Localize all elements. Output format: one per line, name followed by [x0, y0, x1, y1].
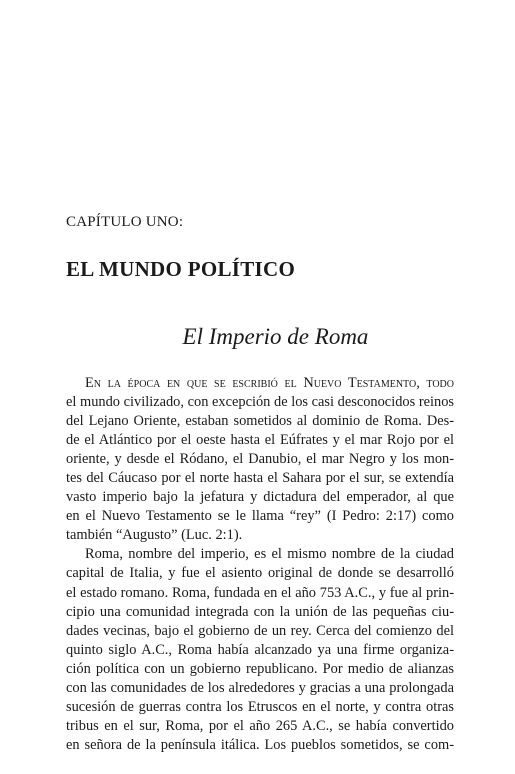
- text-line: tes del Cáucaso por el norte hasta el Sahara por el sur, se extendía: [66, 470, 454, 487]
- chapter-title: EL MUNDO POLÍTICO: [66, 257, 296, 281]
- text-line: el mundo civilizado, con excepción de los casi desconocidos reinos: [66, 394, 454, 411]
- text-line: en el Nuevo Testamento se le llama “rey” (I Pedro: 2:17) como: [66, 508, 454, 525]
- body-text: [66, 374, 454, 755]
- text-line: con las comunidades de los alrededores y gracias a una prolongada: [66, 679, 454, 696]
- text-line: capital de Italia, y fue el asiento original de donde se desarrolló: [66, 565, 454, 582]
- text-line: Roma, nombre del imperio, es el mismo nombre de la ciudad: [85, 546, 454, 563]
- text-line: de el Atlántico por el oeste hasta el Eúfrates y el mar Rojo por el: [66, 432, 454, 449]
- text-line: cipio una comunidad integrada con la unión de las pequeñas ciu-: [66, 603, 454, 620]
- text-line: también “Augusto” (Luc. 2:1).: [66, 527, 243, 544]
- text-line: quinto siglo A.C., Roma había alcanzado ya una firme organiza-: [66, 641, 454, 658]
- text-line: vasto imperio bajo la jefatura y dictadura del emperador, al que: [66, 489, 454, 506]
- chapter-label: CAPÍTULO UNO:: [66, 214, 184, 230]
- text-line: del Lejano Oriente, estaban sometidos al dominio de Roma. Des-: [66, 413, 454, 430]
- text-line: en señora de la península itálica. Los pueblos sometidos, se com-: [66, 736, 454, 753]
- text-line: sucesión de guerras contra los Etruscos en el norte, y contra otras: [66, 698, 454, 715]
- text-line: ción política con un gobierno republicano. Por medio de alianzas: [66, 660, 454, 677]
- text-line: oriente, y desde el Ródano, el Danubio, el mar Negro y los mon-: [66, 451, 454, 468]
- text-line: tribus en el sur, Roma, por el año 265 A.C., se había convertido: [66, 717, 454, 734]
- text-line: dades vecinas, bajo el gobierno de un rey. Cerca del comienzo del: [66, 622, 454, 639]
- section-title: El Imperio de Roma: [182, 324, 369, 349]
- text-line: En la época en que se escribió el Nuevo Testamento, todo: [85, 375, 454, 391]
- text-line: el estado romano. Roma, fundada en el año 753 A.C., y fue al prin-: [66, 584, 454, 601]
